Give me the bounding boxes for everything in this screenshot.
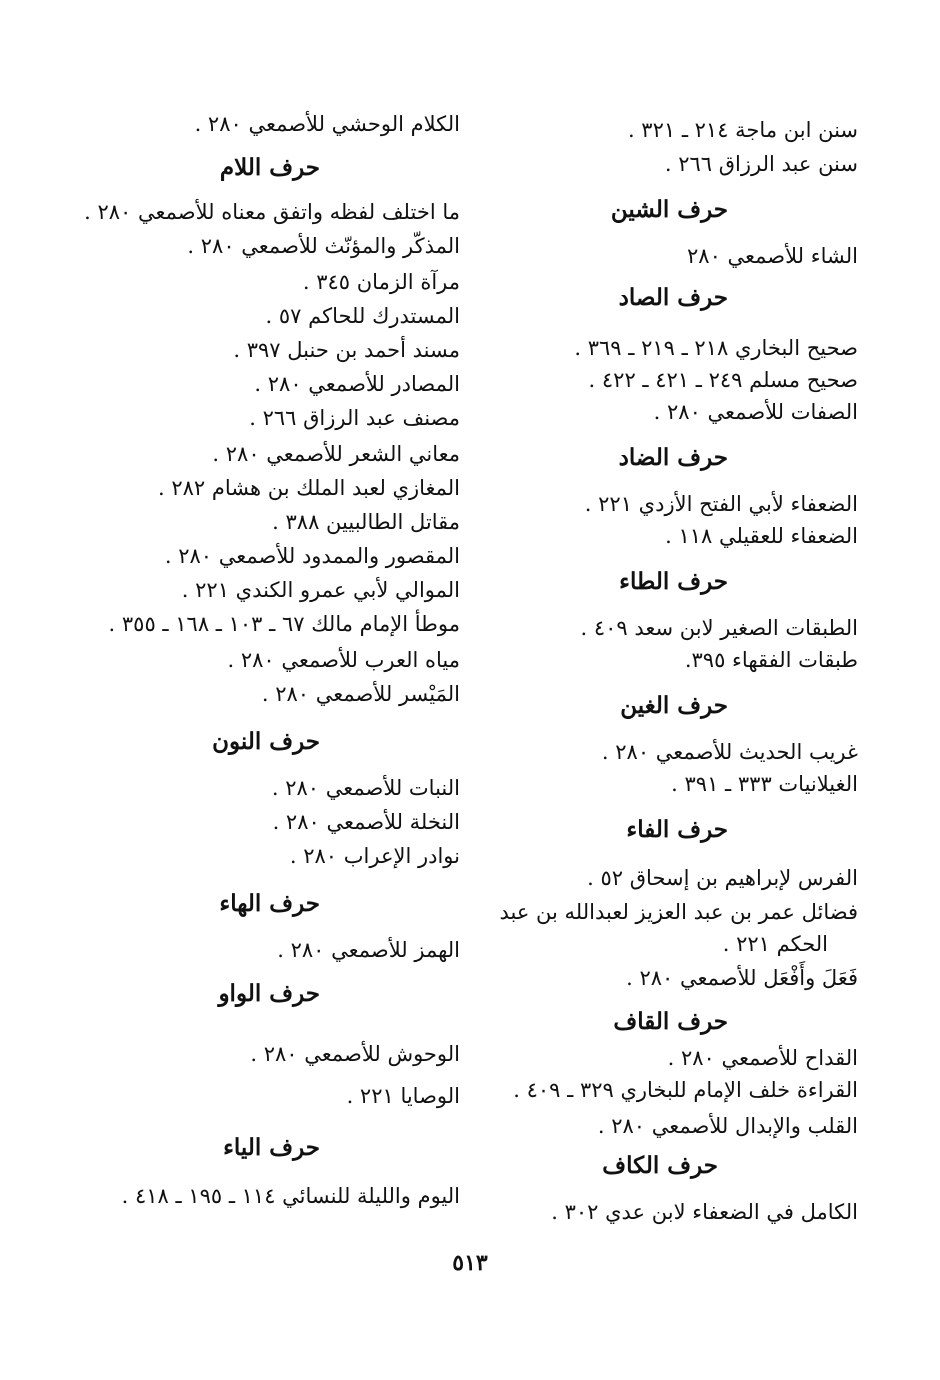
index-entry: المستدرك للحاكم ٥٧ . — [265, 304, 460, 328]
index-entry: المَيْسر للأصمعي ٢٨٠ . — [261, 682, 460, 706]
index-entry: فضائل عمر بن عبد العزيز لعبدالله بن عبد — [499, 900, 858, 924]
index-entry: مسند أحمد بن حنبل ٣٩٧ . — [233, 338, 460, 362]
index-entry: مرآة الزمان ٣٤٥ . — [302, 270, 460, 294]
index-entry: فَعَلَ وأَفْعَل للأصمعي ٢٨٠ . — [626, 966, 858, 990]
index-entry: النخلة للأصمعي ٢٨٠ . — [272, 810, 460, 834]
index-entry: الكلام الوحشي للأصمعي ٢٨٠ . — [194, 112, 460, 136]
index-entry: الضعفاء لأبي الفتح الأزدي ٢٢١ . — [584, 492, 858, 516]
index-entry: الموالي لأبي عمرو الكندي ٢٢١ . — [181, 578, 460, 602]
index-entry: الهمز للأصمعي ٢٨٠ . — [277, 938, 460, 962]
index-entry: موطأ الإمام مالك ٦٧ ـ ١٠٣ ـ ١٦٨ ـ ٣٥٥ . — [108, 612, 460, 636]
index-entry: معاني الشعر للأصمعي ٢٨٠ . — [212, 442, 460, 466]
index-entry: القلب والإبدال للأصمعي ٢٨٠ . — [597, 1114, 858, 1138]
index-entry: مياه العرب للأصمعي ٢٨٠ . — [227, 648, 460, 672]
index-entry: طبقات الفقهاء ٣٩٥. — [684, 648, 858, 672]
index-entry: الغيلانيات ٣٣٣ ـ ٣٩١ . — [671, 772, 858, 796]
letter-heading: حرف الياء — [223, 1134, 320, 1161]
index-entry: الضعفاء للعقيلي ١١٨ . — [665, 524, 858, 548]
index-entry: الوصايا ٢٢١ . — [346, 1084, 460, 1108]
index-entry: المذكّر والمؤنّث للأصمعي ٢٨٠ . — [187, 234, 460, 258]
left-column — [84, 0, 460, 1240]
page-number: ٥١٣ — [452, 1250, 488, 1276]
index-entry: القراءة خلف الإمام للبخاري ٣٢٩ ـ ٤٠٩ . — [513, 1078, 858, 1102]
index-entry: مقاتل الطالبيين ٣٨٨ . — [272, 510, 460, 534]
index-entry: الفرس لإبراهيم بن إسحاق ٥٢ . — [587, 866, 858, 890]
index-entry: مصنف عبد الرزاق ٢٦٦ . — [249, 406, 460, 430]
index-entry: المغازي لعبد الملك بن هشام ٢٨٢ . — [157, 476, 460, 500]
index-entry-continuation: الحكم ٢٢١ . — [722, 932, 828, 956]
letter-heading: حرف النون — [212, 728, 320, 755]
index-entry: سنن ابن ماجة ٢١٤ ـ ٣٢١ . — [627, 118, 858, 142]
index-entry: صحيح مسلم ٢٤٩ ـ ٤٢١ ـ ٤٢٢ . — [588, 368, 858, 392]
letter-heading: حرف الضاد — [618, 444, 728, 471]
letter-heading: حرف اللام — [219, 154, 320, 181]
letter-heading: حرف الشين — [610, 196, 728, 223]
letter-heading: حرف الصاد — [618, 284, 728, 311]
index-entry: النبات للأصمعي ٢٨٠ . — [271, 776, 460, 800]
index-entry: الشاء للأصمعي ٢٨٠ — [687, 244, 858, 268]
index-entry: المقصور والممدود للأصمعي ٢٨٠ . — [164, 544, 460, 568]
index-entry: الوحوش للأصمعي ٢٨٠ . — [250, 1042, 460, 1066]
index-entry: ما اختلف لفظه واتفق معناه للأصمعي ٢٨٠ . — [84, 200, 460, 224]
index-entry: صحيح البخاري ٢١٨ ـ ٢١٩ ـ ٣٦٩ . — [574, 336, 858, 360]
letter-heading: حرف الغين — [620, 692, 728, 719]
index-entry: سنن عبد الرزاق ٢٦٦ . — [664, 152, 858, 176]
letter-heading: حرف الفاء — [626, 816, 728, 843]
index-entry: المصادر للأصمعي ٢٨٠ . — [254, 372, 460, 396]
index-entry: القداح للأصمعي ٢٨٠ . — [667, 1046, 858, 1070]
index-entry: اليوم والليلة للنسائي ١١٤ ـ ١٩٥ ـ ٤١٨ . — [121, 1184, 460, 1208]
letter-heading: حرف الواو — [218, 980, 320, 1007]
letter-heading: حرف الكاف — [602, 1152, 718, 1179]
letter-heading: حرف القاف — [613, 1008, 728, 1035]
index-entry: نوادر الإعراب ٢٨٠ . — [289, 844, 460, 868]
index-entry: الطبقات الصغير لابن سعد ٤٠٩ . — [580, 616, 858, 640]
right-column — [458, 0, 858, 1240]
index-entry: غريب الحديث للأصمعي ٢٨٠ . — [601, 740, 858, 764]
letter-heading: حرف الهاء — [219, 890, 320, 917]
letter-heading: حرف الطاء — [619, 568, 728, 595]
index-entry: الصفات للأصمعي ٢٨٠ . — [653, 400, 858, 424]
index-entry: الكامل في الضعفاء لابن عدي ٣٠٢ . — [551, 1200, 858, 1224]
